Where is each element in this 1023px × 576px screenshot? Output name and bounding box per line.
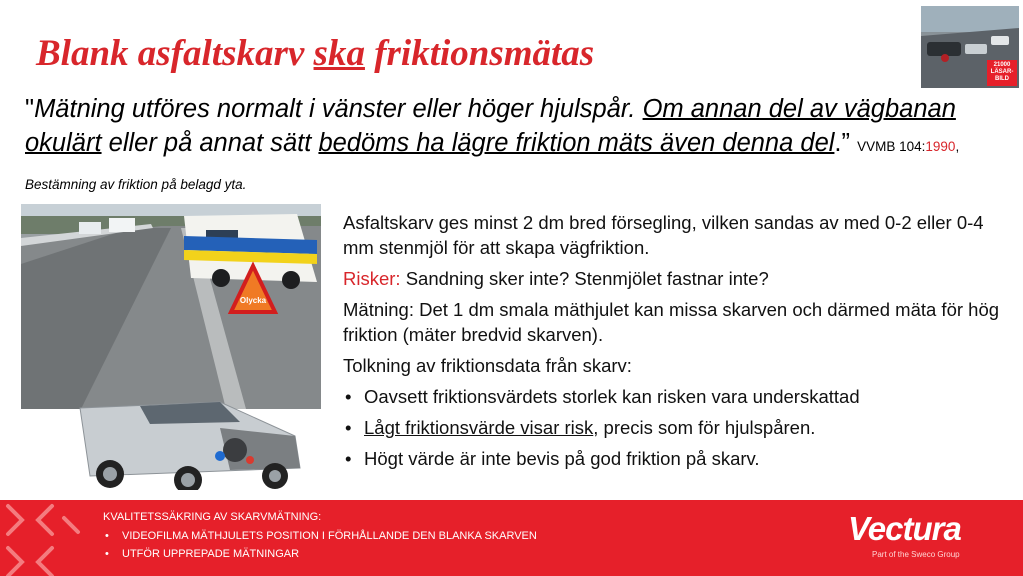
footer-item: • VIDEOFILMA MÄTHJULETS POSITION I FÖRHÅLLANDE DEN BLANKA SKARVEN	[103, 530, 537, 542]
quote-text-2: eller på annat sätt	[101, 129, 319, 157]
quote-text-1: Mätning utföres normalt i vänster eller höger hjulspår.	[34, 95, 643, 123]
footer-heading: KVALITETSSÄKRING AV SKARVMÄTNING:	[103, 511, 322, 523]
footer-list	[103, 530, 537, 566]
paragraph-risks	[343, 266, 1008, 291]
logo-tagline: Part of the Sweco Group	[872, 550, 960, 559]
vectura-logo: Vectura	[848, 510, 961, 547]
quote-close: .”	[834, 129, 850, 157]
footer-bar	[0, 500, 1023, 576]
reference-year: 1990	[925, 139, 956, 154]
list-item-rest: , precis som för hjulspåren.	[593, 417, 816, 438]
crashed-car-image	[70, 398, 310, 490]
standard-quote	[25, 92, 1000, 202]
list-item: • Oavsett friktionsvärdets storlek kan risken vara underskattad	[343, 384, 1008, 409]
badge-line-1: 21000	[993, 62, 1011, 68]
reference-prefix: VVMB 104:	[857, 139, 926, 154]
badge-line-3: BILD	[995, 76, 1009, 82]
reference-separator: ,	[955, 139, 960, 154]
list-item: • Högt värde är inte bevis på god friktion på skarv.	[343, 446, 1008, 471]
interpretation-list	[343, 384, 1008, 471]
arrows-logo-icon	[0, 500, 96, 576]
footer-item: • UTFÖR UPPREPADE MÄTNINGAR	[103, 548, 537, 560]
paragraph-sealing: Asfaltskarv ges minst 2 dm bred försegling, vilken sandas av med 0-2 eller 0-4 mm stenmjöl för att skapa vägfriktion.	[343, 212, 984, 258]
reference-title: Bestämning av friktion på belagd yta.	[25, 177, 247, 192]
paragraph-interpretation: Tolkning av friktionsdata från skarv:	[343, 355, 632, 376]
quote-open: "	[25, 95, 35, 123]
list-item	[343, 415, 1008, 440]
badge-label	[987, 60, 1017, 86]
risks-text: Sandning sker inte? Stenmjölet fastnar inte?	[400, 268, 769, 289]
body-text	[343, 210, 1008, 477]
title-part-2: friktionsmätas	[364, 33, 595, 74]
crash-thumbnail-photo	[921, 6, 1019, 88]
quote-underline-1: Om annan del av vägbanan okulärt	[25, 95, 956, 157]
paragraph-measurement: Mätning: Det 1 dm smala mäthjulet kan missa skarven och därmed mäta för hög friktion (mäter bredvid skarven).	[343, 299, 1000, 345]
road-scene-illustration	[21, 204, 321, 409]
road-accident-photo	[21, 204, 321, 409]
badge-line-2: LÄSAR-	[990, 69, 1014, 75]
warning-sign-text: Olycka	[239, 296, 267, 305]
crashed-car-illustration	[70, 398, 310, 490]
slide-title	[36, 32, 594, 75]
title-part-1: Blank asfaltskarv	[36, 33, 314, 74]
title-emphasis: ska	[313, 33, 365, 74]
quote-underline-2: bedöms ha lägre friktion mäts även denna del	[318, 129, 835, 157]
list-item-link: Lågt friktionsvärde visar risk	[364, 417, 594, 438]
risks-label: Risker:	[343, 268, 401, 289]
